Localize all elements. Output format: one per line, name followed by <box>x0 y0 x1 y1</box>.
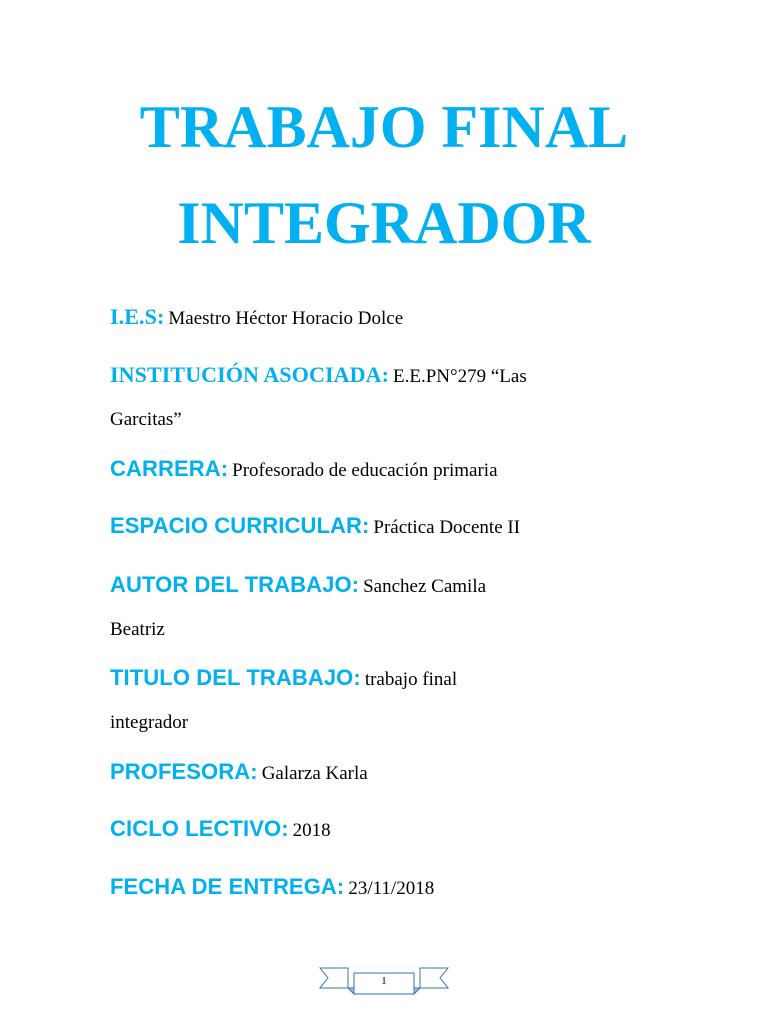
field-profesora <box>110 751 670 796</box>
field-fecha-de-entrega <box>110 866 670 911</box>
page-number: 1 <box>381 975 387 987</box>
field-label: AUTOR DEL TRABAJO: <box>110 572 360 597</box>
field-titulo-del-trabajo <box>110 657 670 745</box>
field-institucion-asociada <box>110 354 670 442</box>
field-ciclo-lectivo <box>110 808 670 853</box>
field-ies <box>110 296 670 341</box>
field-label: TITULO DEL TRABAJO: <box>110 665 361 690</box>
field-value: trabajo final <box>364 669 458 690</box>
field-value-continued: Garcitas” <box>110 409 182 430</box>
field-carrera <box>110 448 670 493</box>
field-value: Sanchez Camila <box>363 576 487 597</box>
document-title-line-2: INTEGRADOR <box>177 190 591 256</box>
field-value: Profesorado de educación primaria <box>232 460 498 481</box>
field-espacio-curricular <box>110 505 670 550</box>
field-autor-del-trabajo <box>110 564 670 652</box>
field-value-continued: Beatriz <box>110 619 165 640</box>
field-value: Práctica Docente II <box>373 517 521 538</box>
field-value: 2018 <box>292 820 331 841</box>
field-value: E.E.PN°279 “Las <box>393 366 527 387</box>
field-label: INSTITUCIÓN ASOCIADA: <box>110 362 389 387</box>
field-label: CARRERA: <box>110 456 229 481</box>
field-label: I.E.S: <box>110 304 165 329</box>
field-value: 23/11/2018 <box>348 878 435 899</box>
document-title-line-1: TRABAJO FINAL <box>139 94 629 160</box>
page-number-ribbon <box>318 964 450 1000</box>
field-value: Maestro Héctor Horacio Dolce <box>168 308 404 329</box>
field-label: PROFESORA: <box>110 759 258 784</box>
field-label: ESPACIO CURRICULAR: <box>110 513 370 538</box>
field-label: CICLO LECTIVO: <box>110 816 289 841</box>
field-label: FECHA DE ENTREGA: <box>110 874 345 899</box>
field-value-continued: integrador <box>110 712 189 733</box>
field-value: Galarza Karla <box>261 763 368 784</box>
